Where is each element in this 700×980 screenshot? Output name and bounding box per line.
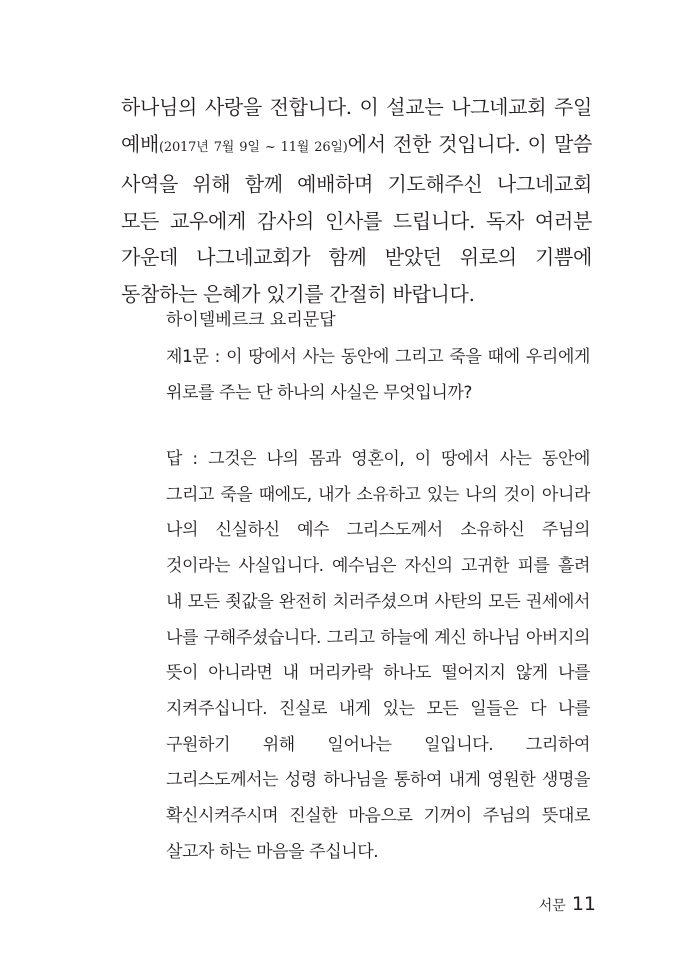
preface-paragraph [121, 89, 592, 312]
page-footer [539, 893, 596, 915]
catechism-answer: 답 : 그것은 나의 몸과 영혼이, 이 땅에서 사는 동안에 그리고 죽을 때에도, 내가 소유하고 있는 나의 것이 아니라 나의 신실하신 예수 그리스도께서 소유하신 주님의 것이라는 사실입니다. 예수님은 자신의 고귀한 피를 흘려 내 모든 죗값을 완전히 치러주셨으며 사탄의 모든 권세에서 나를 구해주셨습니다. 그리고 하늘에 계신 하나님 아버지의 뜻이 아니라면 내 머리카락 하나도 떨어지지 않게 나를 지켜주십니다. 진실로 내게 있는 모든 일들은 다 나를 구원하기 위해 일어나는 일입니다. 그리하여 그리스도께서는 성령 하나님을 통하여 내게 영원한 생명을 확신시켜주시며 진실한 마음으로 기꺼이 주님의 뜻대로 살고자 하는 마음을 주십니다. [166, 449, 590, 862]
preface-text-end: 에서 전한 것입니다. 이 말씀 사역을 위해 함께 예배하며 기도해주신 나그네교회 모든 교우에게 감사의 인사를 드립니다. 독자 여러분 가운데 나그네교회가 함께 받았던 위로의 기쁨에 동참하는 은혜가 있기를 간절히 바랍니다. [121, 131, 592, 306]
page-number: 11 [571, 893, 596, 915]
preface-text-start: 하나님의 사랑을 전합니다. 이 설교는 나그네교회 주일 예배 [121, 95, 592, 156]
sermon-date-range: (2017년 7월 9일 ~ 11월 26일) [159, 139, 348, 155]
catechism-title: 하이델베르크 요리문답 [166, 310, 336, 330]
catechism-question: 제1문 : 이 땅에서 사는 동안에 그리고 죽을 때에 우리에게 위로를 주는 단 하나의 사실은 무엇입니까? [166, 347, 590, 403]
section-label: 서문 [538, 898, 566, 914]
